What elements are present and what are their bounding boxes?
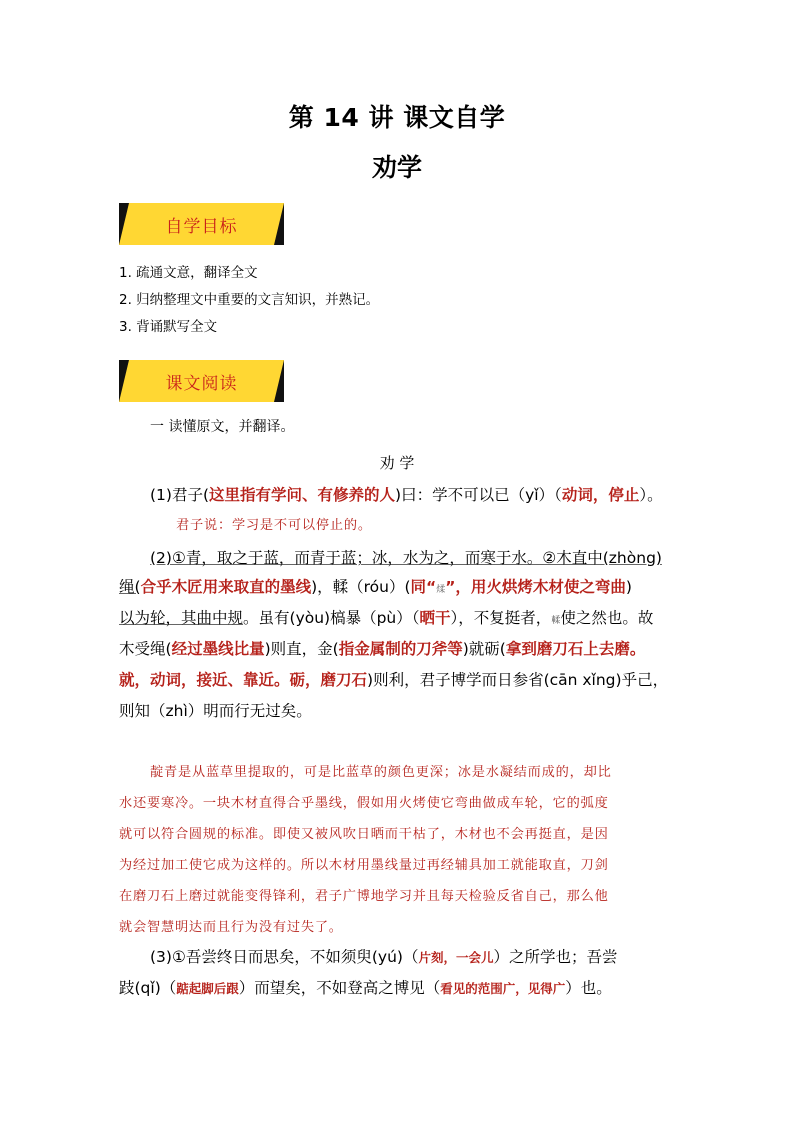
variant-char: 煣 (436, 585, 446, 595)
para3-line (119, 976, 612, 998)
instruction: 一 读懂原文，并翻译。 (150, 419, 295, 435)
text: ），不复挺者， (450, 609, 552, 627)
translation-line: 水还要寒冷。一块木材直得合乎墨线，假如用火烤使它弯曲做成车轮，它的弧度 (119, 796, 609, 811)
text: 跂(qǐ)（ (119, 979, 177, 997)
text: )就砺( (462, 640, 506, 658)
page-subtitle: 劝学 (371, 153, 422, 182)
para2-line (119, 575, 632, 597)
annotation: 晒干 (419, 609, 451, 627)
goal-item: 1. 疏通文意，翻译全文 (119, 265, 258, 281)
text: 使之然也。故 (560, 609, 654, 627)
translation-line: 就会智慧明达而且行为没有过失了。 (119, 920, 343, 935)
annotation: 这里指有学问、有修养的人 (209, 486, 396, 504)
annotation: 踮起脚后跟 (176, 981, 239, 996)
para2-line (119, 637, 645, 659)
para3-line (150, 945, 617, 967)
section-banner-goals (119, 203, 284, 245)
translation-line: 在磨刀石上磨过就能变得锋利，君子广博地学习并且每天检验反省自己，那么他 (119, 889, 609, 904)
goal-item: 3. 背诵默写全文 (119, 319, 218, 335)
goal-item: 2. 归纳整理文中重要的文言知识，并熟记。 (119, 292, 380, 308)
annotation: 经过墨线比量 (171, 640, 265, 658)
annotation: 片刻，一会儿 (418, 950, 494, 965)
poem-title: 劝 学 (379, 454, 415, 472)
section-banner-reading (119, 360, 284, 402)
para2-line (119, 699, 312, 721)
text: ）而望矣，不如登高之博见（ (238, 979, 441, 997)
annotation: ”，用火烘烤木材使之弯曲 (445, 578, 626, 596)
para1-translation: 君子说：学习是不可以停止的。 (176, 518, 372, 533)
text: (3)①吾尝终日而思矣，不如须臾(yú)（ (150, 948, 419, 966)
page-title: 第 14 讲 课文自学 (288, 103, 506, 132)
para2-line (119, 606, 653, 628)
annotation: 拿到磨刀石上去磨。 (505, 640, 646, 658)
annotation: 看见的范围广，见得广 (440, 981, 566, 996)
text: ）之所学也；吾尝 (493, 948, 618, 966)
banner-label: 自学目标 (165, 217, 238, 237)
para2-line (119, 668, 668, 690)
annotation: 就，动词，接近、靠近。砺，磨刀石 (119, 671, 368, 689)
text: ）也。 (565, 979, 612, 997)
text: 绳( (119, 578, 141, 596)
text: )则直，金( (264, 640, 339, 658)
translation-line: 就可以符合圆规的标准。即使又被风吹日晒而干枯了，木材也不会再挺直，是因 (119, 827, 609, 842)
para1-line (150, 483, 663, 505)
text: 则知（zhì）明而行无过矣。 (119, 702, 312, 720)
para2-line (150, 546, 662, 568)
text: )则利，君子博学而日参省(cān xǐng)乎己， (367, 671, 669, 689)
text: 木受绳( (119, 640, 172, 658)
annotation: 同“ (410, 578, 437, 596)
text: )，輮（róu）( (311, 578, 411, 596)
text: (1)君子( (150, 486, 210, 504)
text: (2)①青，取之于蓝，而青于蓝；冰，水为之，而寒于水。②木直中(zhòng) (150, 549, 662, 567)
translation-line: 为经过加工使它成为这样的。所以木材用墨线量过再经辅具加工就能取直，刀剑 (119, 858, 609, 873)
variant-char: 輮 (551, 616, 561, 626)
text: 。虽有(yòu)槁暴（pù）（ (243, 609, 420, 627)
translation-line: 靛青是从蓝草里提取的，可是比蓝草的颜色更深；冰是水凝结而成的，却比 (150, 765, 612, 780)
text: ) (625, 578, 632, 596)
annotation: 指金属制的刀斧等 (338, 640, 463, 658)
banner-label: 课文阅读 (165, 374, 238, 394)
annotation: 合乎木匠用来取直的墨线 (140, 578, 312, 596)
text: 以为轮，其曲中规 (119, 609, 244, 627)
text: )曰：学不可以已（yǐ）（ (395, 486, 562, 504)
annotation: 动词，停止 (561, 486, 640, 504)
text: ）。 (639, 486, 663, 504)
